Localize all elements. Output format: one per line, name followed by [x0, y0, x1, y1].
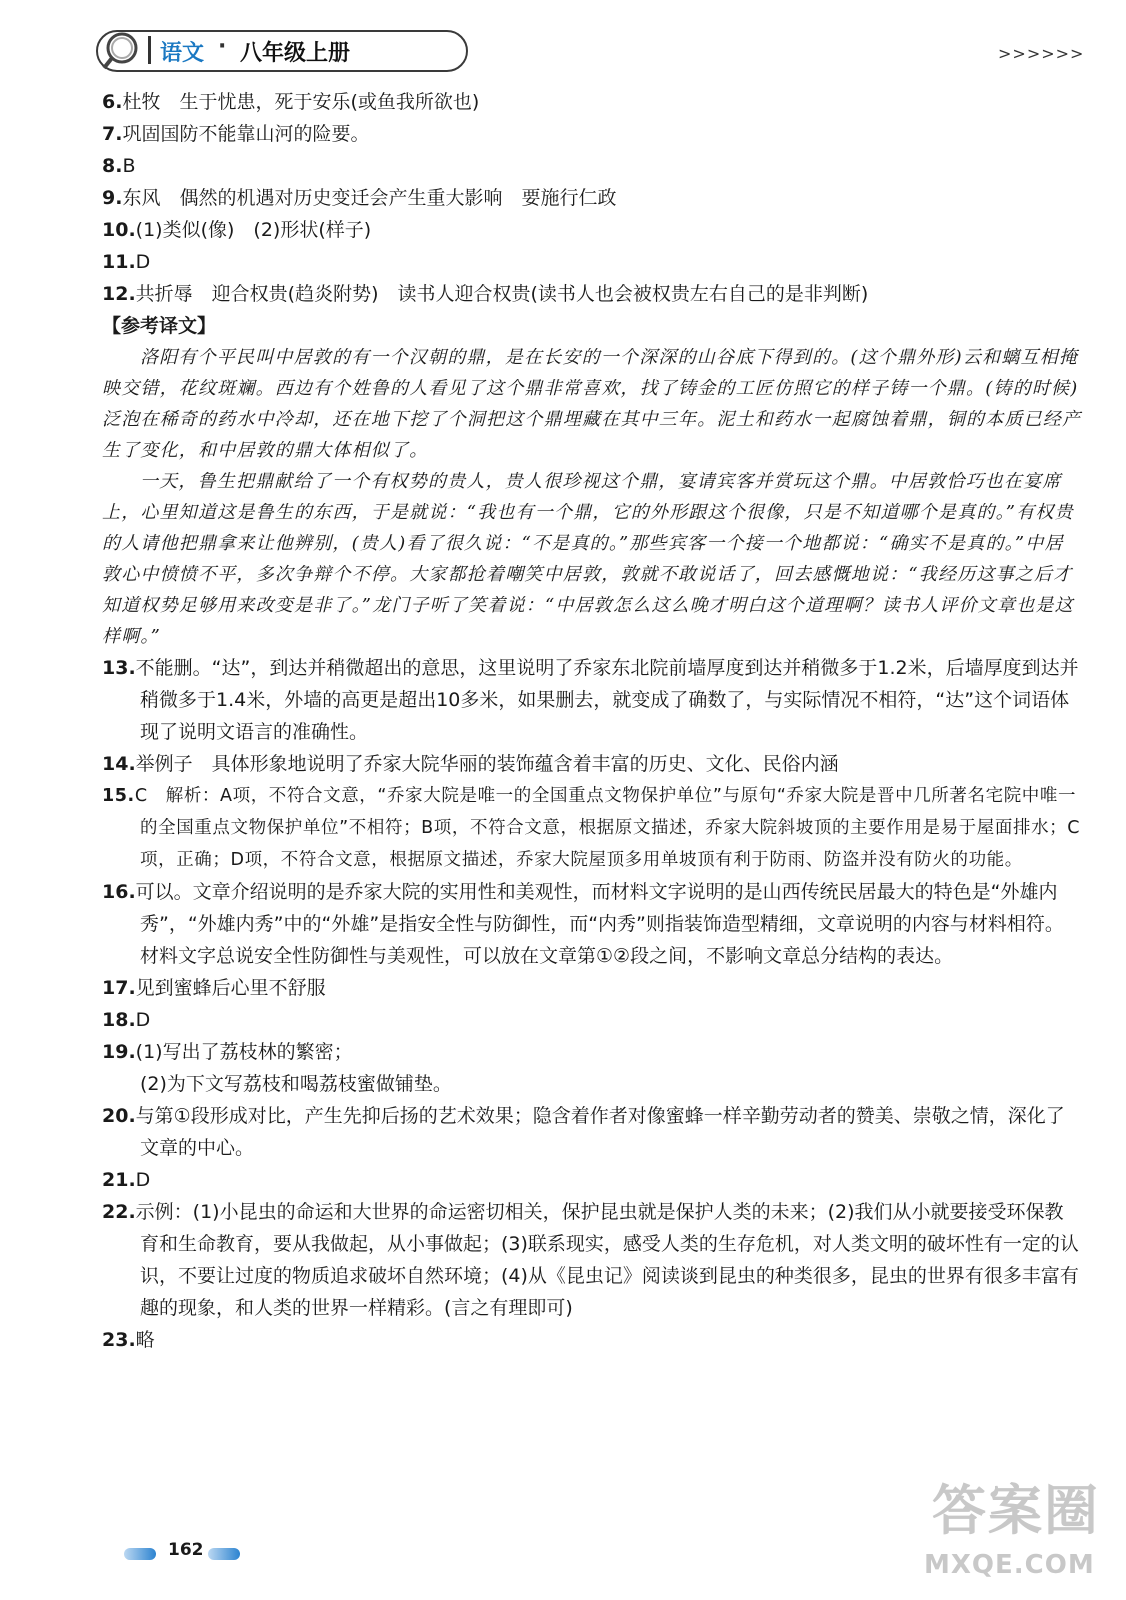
- answer-number: 17.: [102, 977, 136, 999]
- answer-item: [102, 246, 1082, 278]
- footer-pill-left: [124, 1548, 156, 1560]
- answers-group-c: [102, 1100, 1082, 1356]
- answers-group-a: [102, 86, 1082, 310]
- answer-item: [102, 1324, 1082, 1356]
- page-footer: [124, 1540, 254, 1566]
- answer-item: [102, 748, 1082, 780]
- answer-item: [102, 972, 1082, 1004]
- answer-item: [102, 780, 1082, 876]
- answer-item: [102, 278, 1082, 310]
- grade-label: 八年级上册: [240, 41, 351, 66]
- answer-item-19: [102, 1036, 1082, 1068]
- answer-text: 巩固国防不能靠山河的险要。: [122, 123, 370, 145]
- answer-item: [102, 150, 1082, 182]
- answer-item: [102, 1004, 1082, 1036]
- answer-text: B: [122, 155, 136, 177]
- answer-item: [102, 1196, 1082, 1324]
- answer-text: 不能删。“达”，到达并稍微超出的意思，这里说明了乔家东北院前墙厚度到达并稍微多于1.2米，后墙厚度到达并稍微多于1.4米，外墙的高更是超出10多米，如果删去，就变成了确数了，与实际情况不相符，“达”这个词语体现了说明文语言的准确性。: [135, 657, 1079, 743]
- footer-pill-right: [208, 1548, 240, 1560]
- answer-text: 东风 偶然的机遇对历史变迁会产生重大影响 要施行仁政: [122, 187, 617, 209]
- answer-text: D: [135, 1009, 151, 1031]
- answer-text: 可以。文章介绍说明的是乔家大院的实用性和美观性，而材料文字说明的是山西传统民居最大的特色是“外雄内秀”，“外雄内秀”中的“外雄”是指安全性与防御性，而“内秀”则指装饰造型精细，文章说明的内容与材料相符。材料文字总说安全性防御性与美观性，可以放在文章第①②段之间，不影响文章总分结构的表达。: [135, 881, 1064, 967]
- answer-item: [102, 876, 1082, 972]
- answer-text: 共折辱 迎合权贵(趋炎附势) 读书人迎合权贵(读书人也会被权贵左右自己的是非判断): [135, 283, 869, 305]
- answer-number: 14.: [102, 753, 136, 775]
- answer-text: 与第①段形成对比，产生先抑后扬的艺术效果；隐含着作者对像蜜蜂一样辛勤劳动者的赞美、崇敬之情，深化了文章的中心。: [135, 1105, 1065, 1159]
- answer-number: 16.: [102, 881, 136, 903]
- answer-number: 18.: [102, 1009, 136, 1031]
- reference-heading: 【参考译文】: [102, 315, 217, 337]
- answer-item: [102, 652, 1082, 748]
- answer-text: 略: [135, 1329, 155, 1351]
- answer-number: 13.: [102, 657, 136, 679]
- arrows-decoration: >>>>>>: [998, 44, 1085, 63]
- answer-content: [102, 86, 1082, 1356]
- answer-number: 20.: [102, 1105, 136, 1127]
- subject-label: 语文: [160, 41, 205, 66]
- answer-item: [102, 182, 1082, 214]
- answer-text: 见到蜜蜂后心里不舒服: [135, 977, 326, 999]
- answer-text: (1)类似(像) (2)形状(样子): [135, 219, 372, 241]
- header-dot: ·: [218, 34, 227, 59]
- answer-number: 19.: [102, 1041, 136, 1063]
- translation-paragraph-1: 洛阳有个平民叫中居敦的有一个汉朝的鼎，是在长安的一个深深的山谷底下得到的。(这个鼎外形)云和螭互相掩映交错，花纹斑斓。西边有个姓鲁的人看见了这个鼎非常喜欢，找了铸金的工匠仿照它的样子铸一个鼎。(铸的时候)泛泡在稀奇的药水中冷却，还在地下挖了个洞把这个鼎埋藏在其中三年。泥土和药水一起腐蚀着鼎，铜的本质已经产生了变化，和中居敦的鼎大体相似了。: [102, 347, 1082, 461]
- watermark-main: 答案圈: [932, 1479, 1100, 1542]
- answer-item: [102, 214, 1082, 246]
- answer-text: C 解析：A项，不符合文意，“乔家大院是唯一的全国重点文物保护单位”与原句“乔家大院是晋中几所著名宅院中唯一的全国重点文物保护单位”不相符；B项，不符合文意，根据原文描述，乔家大院斜坡顶的主要作用是易于屋面排水；C项，正确；D项，不符合文意，根据原文描述，乔家大院屋顶多用单坡顶有利于防雨、防盗并没有防火的功能。: [134, 786, 1081, 870]
- answer-number: 11.: [102, 251, 136, 273]
- answer-text: 举例子 具体形象地说明了乔家大院华丽的装饰蕴含着丰富的历史、文化、民俗内涵: [135, 753, 839, 775]
- translation-paragraph-2: 一天，鲁生把鼎献给了一个有权势的贵人，贵人很珍视这个鼎，宴请宾客并赏玩这个鼎。中居敦恰巧也在宴席上，心里知道这是鲁生的东西，于是就说：“我也有一个鼎，它的外形跟这个很像，只是不知道哪个是真的。”有权贵的人请他把鼎拿来让他辨别，(贵人)看了很久说：“不是真的。”那些宾客一个接一个地都说：“确实不是真的。”中居敦心中愤愤不平，多次争辩个不停。大家都抢着嘲笑中居敦，敦就不敢说话了，回去感慨地说：“我经历这事之后才知道权势足够用来改变是非了。”龙门子听了笑着说：“中居敦怎么这么晚才明白这个道理啊？读书人评价文章也是这样啊。”: [102, 471, 1074, 647]
- answer-item-19-line2: (2)为下文写荔枝和喝荔枝蜜做铺垫。: [140, 1073, 452, 1095]
- page-number: 162: [168, 1540, 204, 1560]
- watermark-logo: [920, 1468, 1100, 1592]
- answer-item: [102, 1164, 1082, 1196]
- answer-text: 杜牧 生于忧患，死于安乐(或鱼我所欲也): [122, 91, 480, 113]
- answer-number: 8.: [102, 155, 123, 177]
- magnifier-icon: [100, 28, 160, 78]
- answer-number: 21.: [102, 1169, 136, 1191]
- watermark-sub: MXQE.COM: [924, 1550, 1095, 1580]
- answer-number: 23.: [102, 1329, 136, 1351]
- answer-item: [102, 1100, 1082, 1164]
- answers-group-b: [102, 652, 1082, 1036]
- answer-text: D: [135, 1169, 151, 1191]
- answer-number: 12.: [102, 283, 136, 305]
- answer-number: 7.: [102, 123, 123, 145]
- answer-number: 15.: [102, 786, 135, 806]
- answer-item: [102, 118, 1082, 150]
- answer-number: 10.: [102, 219, 136, 241]
- answer-text: (1)写出了荔枝林的繁密；: [135, 1041, 353, 1063]
- answer-number: 9.: [102, 187, 123, 209]
- answer-number: 22.: [102, 1201, 136, 1223]
- answer-item: [102, 86, 1082, 118]
- header-separator: [148, 36, 151, 64]
- answer-text: D: [135, 251, 151, 273]
- answer-text: 示例：(1)小昆虫的命运和大世界的命运密切相关，保护昆虫就是保护人类的未来；(2)我们从小就要接受环保教育和生命教育，要从我做起，从小事做起；(3)联系现实，感受人类的生存危机，对人类文明的破坏性有一定的认识，不要让过度的物质追求破坏自然环境；(4)从《昆虫记》阅读谈到昆虫的种类很多，昆虫的世界有很多丰富有趣的现象，和人类的世界一样精彩。(言之有理即可): [135, 1201, 1079, 1319]
- answer-number: 6.: [102, 91, 123, 113]
